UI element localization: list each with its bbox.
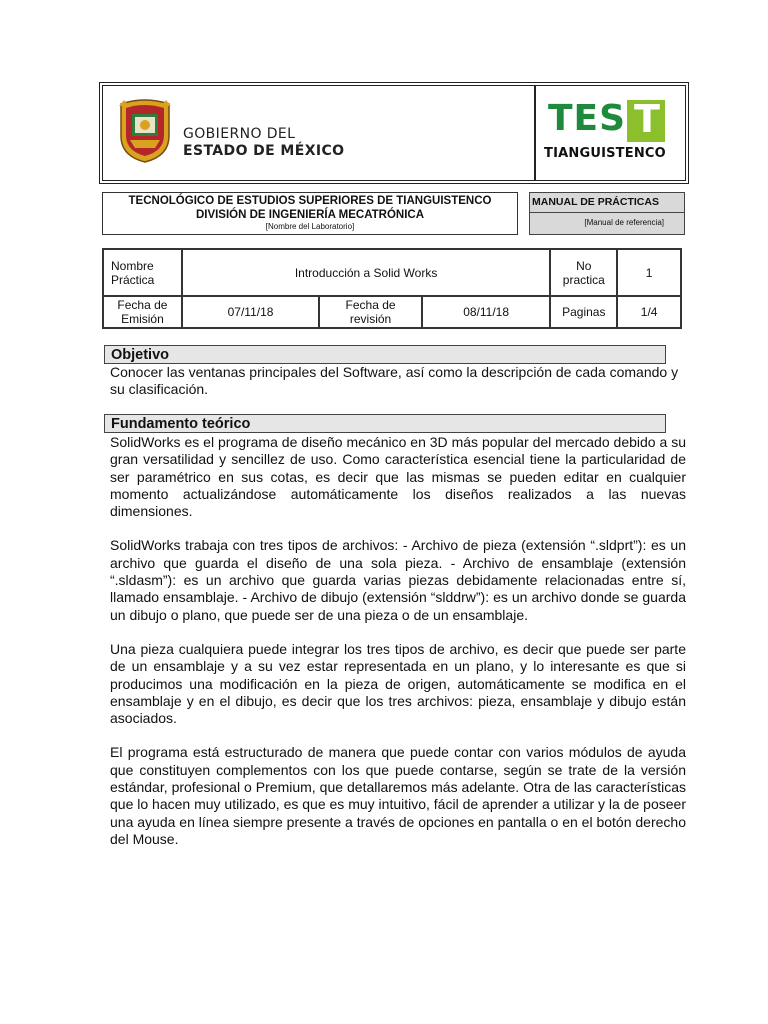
manual-reference: [Manual de referencia] <box>529 213 685 235</box>
theory-paragraph: SolidWorks es el programa de diseño mecánico en 3D más popular del mercado debido a su gran versatilidad y sencillez de uso. Como característica esencial tiene la particularidad de ser paramétrico en sus cotas, es decir que las mismas se pueden editar en cualquier momento actualizándose automáticamente los diseños realizados a las nuevas dimensiones. <box>110 434 686 520</box>
state-coat-of-arms-icon <box>115 96 175 164</box>
objective-text: Conocer las ventanas principales del Software, así como la descripción de cada comando y su clasificación. <box>110 364 679 398</box>
document-header <box>102 85 686 181</box>
pages-label: Paginas <box>550 296 617 328</box>
institution-box <box>102 192 518 235</box>
gov-line-2: ESTADO DE MÉXICO <box>183 143 345 159</box>
practice-info-table <box>102 248 682 329</box>
manual-box <box>529 192 685 235</box>
theory-paragraph: SolidWorks trabaja con tres tipos de archivos: - Archivo de pieza (extensión “.sldprt”): es un archivo que guarda el diseño de una sola pieza. - Archivo de ensamblaje (extensión “.sldasm”): es un archivo que guarda varias piezas debidamente relacionadas entre sí, llamado ensamblaje. - Archivo de dibujo (extensión “slddrw”): es un archivo donde se guarda un dibujo o plano, que puede ser de una pieza o de un ensamblaje. <box>110 537 686 623</box>
tes-logo-t-letter: T <box>634 97 660 141</box>
revision-date-label: Fecha de revisión <box>319 296 422 328</box>
pages-value: 1/4 <box>617 296 681 328</box>
issue-date-value: 07/11/18 <box>182 296 319 328</box>
tes-logo-word: TES <box>548 98 627 139</box>
practice-number-value: 1 <box>617 249 681 296</box>
practice-name-value: Introducción a Solid Works <box>182 249 551 296</box>
tes-logo-block <box>538 86 685 180</box>
theory-body <box>110 434 686 865</box>
gov-line-1: GOBIERNO DEL <box>183 126 296 142</box>
theory-paragraph: Una pieza cualquiera puede integrar los tres tipos de archivo, es decir que puede ser parte de un ensamblaje y a su vez estar representada en un plano, y lo interesante es que si producimos una modificación en la pieza de origen, automáticamente se modifica en el ensamblaje y en el dibujo, es decir que los tres archivos: pieza, ensamblaje y dibujo están asociados. <box>110 640 686 727</box>
practice-number-label: No practica <box>550 249 617 296</box>
lab-name: [Nombre del Laboratorio] <box>265 222 355 231</box>
table-row <box>103 296 681 328</box>
theory-paragraph: El programa está estructurado de manera que puede contar con varios módulos de ayuda que constituyen complementos con los que puede contarse, según se trate de la versión estándar, profesional o Premium, que detallaremos más adelante. Otra de las características que lo hacen muy utilizado, es que es muy intuitivo, fácil de aprender a utilizar y la de poseer una ayuda en línea siempre presente a través de opciones en pantalla o en el botón derecho del Mouse. <box>110 744 686 847</box>
table-row <box>103 249 681 296</box>
government-logo-block <box>103 86 536 180</box>
tes-logo-subtitle: TIANGUISTENCO <box>544 146 666 161</box>
manual-title: MANUAL DE PRÁCTICAS <box>529 192 685 213</box>
practice-name-label: Nombre Práctica <box>103 249 182 296</box>
objective-heading: Objetivo <box>104 345 666 364</box>
division-name: DIVISIÓN DE INGENIERÍA MECATRÓNICA <box>195 209 425 221</box>
issue-date-label: Fecha de Emisión <box>103 296 182 328</box>
theory-heading: Fundamento teórico <box>104 414 666 433</box>
institution-name: TECNOLÓGICO DE ESTUDIOS SUPERIORES DE TIANGUISTENCO <box>128 195 492 207</box>
revision-date-value: 08/11/18 <box>422 296 550 328</box>
tes-logo-t-box <box>627 97 665 142</box>
